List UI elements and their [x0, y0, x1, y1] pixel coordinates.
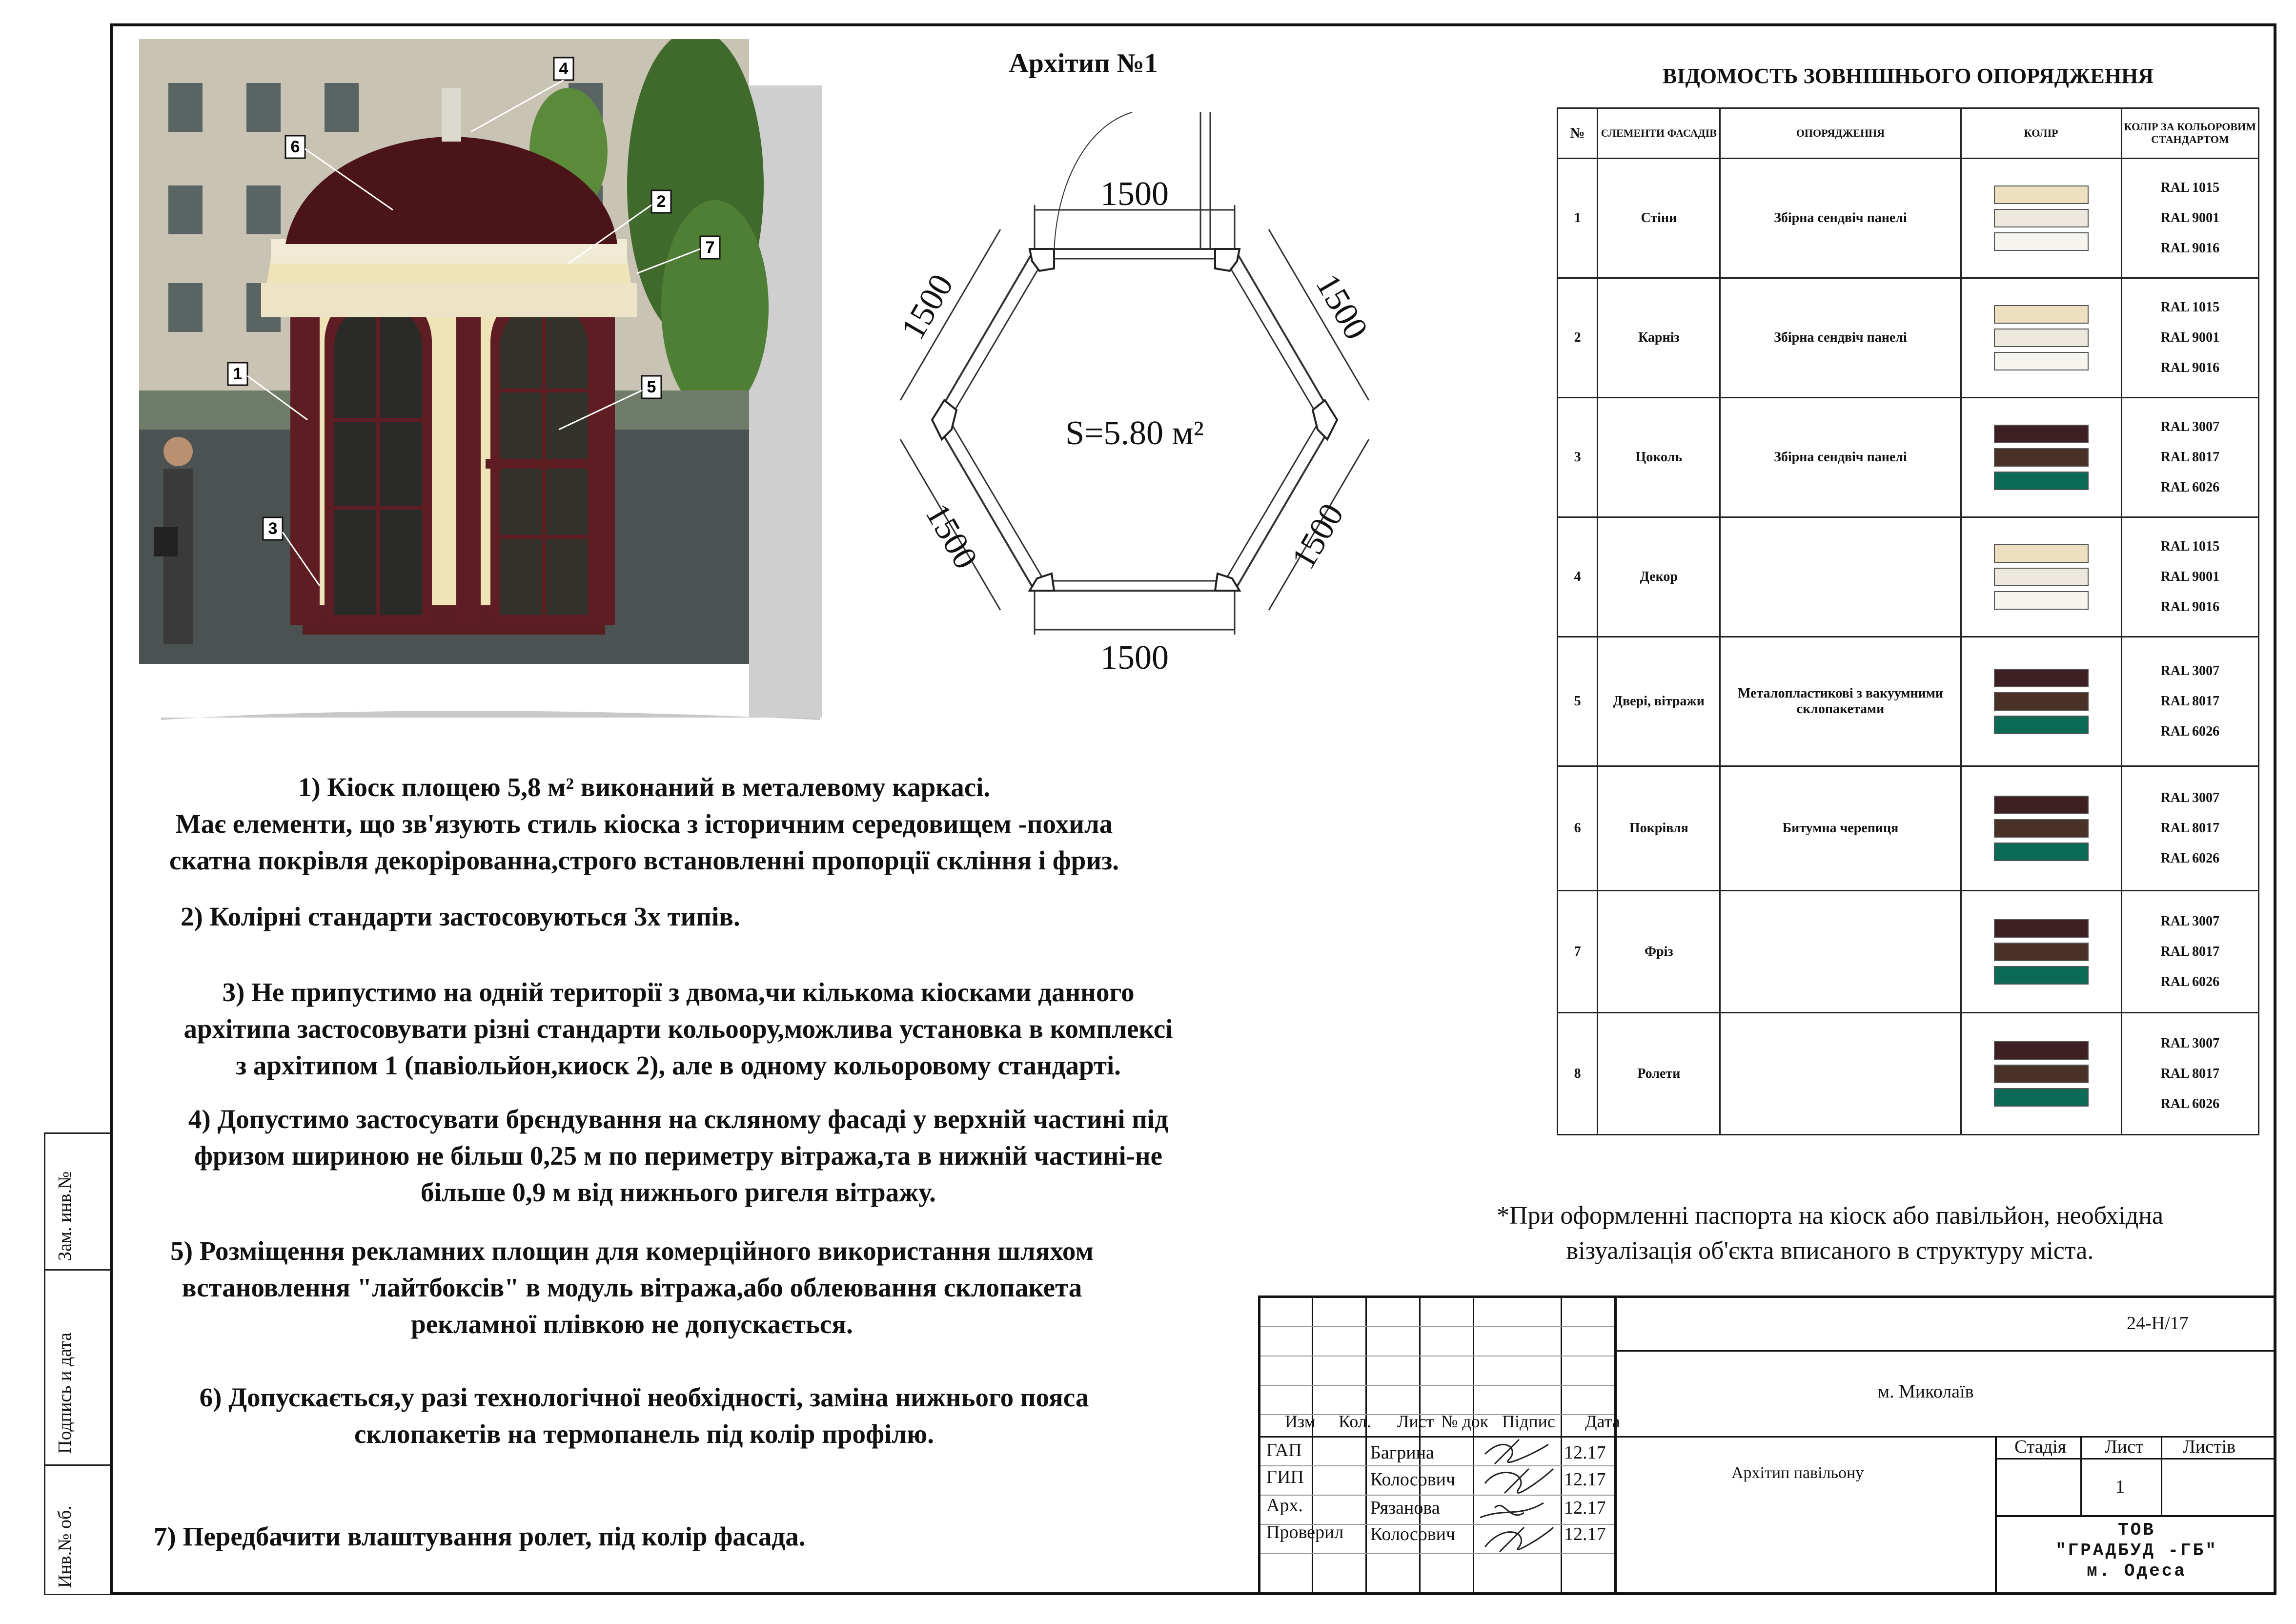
ral-code: RAL 9001 [2160, 569, 2220, 584]
col-sheet: Лист [1397, 1412, 1434, 1431]
col-change: Изм [1285, 1412, 1316, 1431]
dim-top-left: 1500 [894, 267, 961, 346]
row-colors [1961, 517, 2121, 637]
color-swatch [1994, 819, 2089, 838]
sidebar-cell-sign [45, 1271, 110, 1466]
note-1-line-2: Має елементи, що зв'язують стиль кіоска з історичним середовищем -похила [175, 809, 1113, 839]
ral-code: RAL 3007 [2160, 913, 2220, 929]
color-swatch [1994, 209, 2089, 227]
footnote-line-1: *При оформленні паспорта на кіоск або павільйон, необхідна [1496, 1202, 2164, 1230]
ral-code: RAL 9016 [2160, 241, 2220, 256]
row-finish: Збірна сендвіч панелі [1720, 278, 1961, 398]
ral-code: RAL 1015 [2160, 180, 2220, 195]
color-swatch [1994, 305, 2089, 324]
note-1-line-3: скатна покрівля декорірованна,строго встановленні пропорції скління і фриз. [169, 845, 1119, 875]
note-4-line-1: 4) Допустимо застосувати брєндування на скляному фасаді у верхній частині під [188, 1104, 1169, 1134]
name-4: Колосович [1370, 1524, 1456, 1544]
ral-code: RAL 3007 [2160, 1035, 2220, 1051]
ral-code: RAL 3007 [2160, 663, 2220, 678]
color-swatch [1994, 472, 2089, 490]
color-swatch [1994, 669, 2089, 687]
ral-code: RAL 8017 [2160, 694, 2220, 709]
sheet-number: 1 [2115, 1477, 2125, 1497]
company-line-1: ТОВ [2118, 1520, 2155, 1540]
note-2: 2) Колірні стандарти застосовуються 3х типів. [181, 902, 740, 931]
row-number: 3 [1558, 398, 1598, 517]
sidebar-label-inv: Инв.№ об. [55, 1505, 75, 1588]
row-finish [1720, 1013, 1961, 1135]
color-swatch [1994, 716, 2089, 734]
row-colors [1961, 159, 2121, 278]
signatures [1475, 1435, 1563, 1562]
row-ral [2121, 517, 2258, 637]
name-2: Колосович [1370, 1469, 1456, 1490]
note-6-line-1: 6) Допускається,у разі технологічної необхідності, заміна нижнього пояса [199, 1382, 1089, 1412]
row-element: Стіни [1598, 159, 1720, 278]
sidebar-cell-replace [45, 1134, 110, 1271]
ral-code: RAL 1015 [2160, 300, 2220, 315]
row-colors [1961, 278, 2121, 398]
dim-bottom: 1500 [1100, 639, 1169, 677]
finish-row [1558, 398, 2259, 517]
dim-top-right: 1500 [1308, 267, 1375, 346]
row-number: 2 [1558, 278, 1598, 398]
finish-row [1558, 766, 2259, 891]
dim-bottom-right: 1500 [1284, 497, 1351, 576]
col-qty: Кол. [1339, 1412, 1371, 1431]
ral-code: RAL 6026 [2160, 974, 2220, 989]
row-finish: Металопластикові з вакуумними склопакетами [1720, 637, 1961, 766]
company-line-3: м. Одеса [2087, 1561, 2187, 1581]
color-swatch [1994, 919, 2089, 938]
finish-row [1558, 517, 2259, 637]
ral-code: RAL 6026 [2160, 1096, 2220, 1111]
kiosk-render [139, 39, 822, 722]
sidebar-strip [44, 1132, 110, 1595]
finish-table [1557, 107, 2259, 1135]
title-block [1258, 1295, 2276, 1595]
render-label-6: 6 [290, 138, 300, 156]
color-swatch [1994, 692, 2089, 711]
th-finish: ОПОРЯДЖЕННЯ [1720, 108, 1961, 159]
note-1-line-1: 1) Кіоск площею 5,8 м² виконаний в металевому каркасі. [298, 772, 991, 802]
note-4-line-3: більше 0,9 м від нижнього ригеля вітражу. [421, 1177, 936, 1207]
color-swatch [1994, 1065, 2089, 1083]
render-label-2: 2 [656, 192, 666, 211]
sidebar-cell-inv [45, 1466, 110, 1595]
th-num: № [1558, 108, 1598, 159]
render-label-3: 3 [268, 519, 278, 538]
ral-code: RAL 6026 [2160, 724, 2220, 739]
note-3-line-3: з архітипом 1 (павіольйон,киоск 2), але в одному кольоровому стандарті. [236, 1050, 1121, 1080]
render-label-1: 1 [233, 365, 243, 383]
ral-code: RAL 8017 [2160, 944, 2220, 959]
row-number: 8 [1558, 1013, 1598, 1135]
color-swatch [1994, 796, 2089, 814]
ral-code: RAL 9001 [2160, 330, 2220, 345]
page-title: Архітип №1 [1009, 48, 1158, 79]
dim-bottom-left: 1500 [918, 497, 985, 576]
color-swatch [1994, 568, 2089, 586]
floor-plan [869, 103, 1396, 688]
row-ral [2121, 159, 2258, 278]
color-swatch [1994, 1041, 2089, 1060]
finish-table-title: ВІДОМОСТЬ ЗОВНІШНЬОГО ОПОРЯДЖЕННЯ [1663, 64, 2154, 88]
stage-header: Стадія [2014, 1437, 2067, 1457]
row-element: Декор [1598, 517, 1720, 637]
color-swatch [1994, 329, 2089, 347]
row-ral [2121, 891, 2258, 1013]
note-3-line-2: архітипа застосовувати різні стандарти кольоору,можлива установка в комплексі [183, 1014, 1173, 1044]
row-ral [2121, 766, 2258, 891]
ral-code: RAL 9016 [2160, 360, 2220, 375]
color-swatch [1994, 591, 2089, 610]
color-swatch [1994, 544, 2089, 563]
note-7: 7) Передбачити влаштування ролет, під колір фасада. [154, 1521, 806, 1551]
col-date: Дата [1585, 1412, 1620, 1431]
name-3: Рязанова [1370, 1498, 1440, 1518]
row-ral [2121, 1013, 2258, 1135]
ral-code: RAL 3007 [2160, 790, 2220, 805]
company-block [1997, 1520, 2276, 1582]
company-line-2: "ГРАДБУД -ГБ" [2055, 1541, 2218, 1561]
row-element: Карніз [1598, 278, 1720, 398]
row-ral [2121, 278, 2258, 398]
row-number: 5 [1558, 637, 1598, 766]
note-4-line-2: фризом шириною не більш 0,25 м по периметру вітража,та в нижній частині-не [194, 1141, 1163, 1171]
row-element: Фріз [1598, 891, 1720, 1013]
color-swatch [1994, 425, 2089, 443]
row-number: 7 [1558, 891, 1598, 1013]
render-label-7: 7 [705, 238, 715, 257]
color-swatch [1994, 843, 2089, 861]
row-finish: Збірна сендвіч панелі [1720, 398, 1961, 517]
row-finish: Битумна черепиця [1720, 766, 1961, 891]
ral-code: RAL 1015 [2160, 539, 2220, 554]
ral-code: RAL 6026 [2160, 480, 2220, 495]
note-3-line-1: 3) Не припустимо на одній території з двома,чи кількома кіосками данного [222, 977, 1135, 1007]
name-1: Багрина [1370, 1442, 1434, 1463]
color-swatch [1994, 966, 2089, 985]
finish-row [1558, 159, 2259, 278]
th-element: ЄЛЕМЕНТИ ФАСАДІВ [1598, 108, 1720, 159]
col-signature: Підпис [1502, 1412, 1555, 1431]
date-4: 12.17 [1564, 1524, 1606, 1544]
project-code: 24-Н/17 [2127, 1313, 2189, 1334]
row-element: Покрівля [1598, 766, 1720, 891]
note-5-line-1: 5) Розміщення рекламних площин для комерційного використання шляхом [170, 1236, 1094, 1266]
finish-row [1558, 1013, 2259, 1135]
plan-area: S=5.80 м² [1065, 414, 1204, 452]
footnote-line-2: візуалізація об'єкта вписаного в структуру міста. [1566, 1237, 2094, 1265]
row-colors [1961, 766, 2121, 891]
color-swatch [1994, 185, 2089, 204]
role-4: Проверил [1266, 1522, 1344, 1542]
finish-row [1558, 637, 2259, 766]
ral-code: RAL 6026 [2160, 851, 2220, 866]
kiosk-render-image [139, 39, 822, 722]
note-6-line-2: склопакетів на термопанель під колір профілю. [354, 1419, 934, 1449]
finish-row [1558, 278, 2259, 398]
th-ral: КОЛІР ЗА КОЛЬОРОВИМ СТАНДАРТОМ [2121, 108, 2258, 159]
ral-code: RAL 8017 [2160, 450, 2220, 465]
row-colors [1961, 1013, 2121, 1135]
sidebar-label-replace: Зам. инв.№ [55, 1171, 75, 1261]
row-element: Ролети [1598, 1013, 1720, 1135]
ral-code: RAL 9016 [2160, 599, 2220, 615]
dim-top: 1500 [1100, 175, 1169, 213]
color-swatch [1994, 232, 2089, 251]
row-element: Цоколь [1598, 398, 1720, 517]
ral-code: RAL 3007 [2160, 419, 2220, 434]
row-colors [1961, 891, 2121, 1013]
row-ral [2121, 398, 2258, 517]
row-element: Двері, вітражи [1598, 637, 1720, 766]
row-ral [2121, 637, 2258, 766]
note-5-line-2: встановлення "лайтбоксів" в модуль вітража,або облеювання склопакета [182, 1273, 1082, 1302]
row-colors [1961, 398, 2121, 517]
ral-code: RAL 8017 [2160, 1066, 2220, 1081]
color-swatch [1994, 352, 2089, 370]
note-5-line-3: рекламної плівкою не допускається. [411, 1309, 853, 1339]
col-doc: № док [1441, 1412, 1489, 1431]
row-finish [1720, 517, 1961, 637]
doc-title: Архітип павільону [1731, 1464, 1864, 1482]
color-swatch [1994, 448, 2089, 467]
footnote [1415, 1198, 2245, 1269]
row-colors [1961, 637, 2121, 766]
render-label-5: 5 [647, 378, 656, 396]
row-number: 1 [1558, 159, 1598, 278]
date-2: 12.17 [1564, 1469, 1606, 1490]
sheet-header: Лист [2105, 1437, 2144, 1457]
date-1: 12.17 [1564, 1442, 1606, 1463]
floor-plan-drawing [869, 103, 1396, 688]
ral-code: RAL 8017 [2160, 821, 2220, 836]
finish-row [1558, 891, 2259, 1013]
ral-code: RAL 9001 [2160, 210, 2220, 226]
date-3: 12.17 [1564, 1498, 1606, 1518]
th-color: КОЛІР [1961, 108, 2121, 159]
city-label: м. Миколаїв [1878, 1381, 1974, 1402]
role-3: Арх. [1266, 1495, 1303, 1516]
role-2: ГИП [1266, 1467, 1304, 1487]
row-number: 4 [1558, 517, 1598, 637]
role-1: ГАП [1266, 1440, 1302, 1460]
color-swatch [1994, 943, 2089, 961]
render-label-4: 4 [559, 60, 569, 78]
color-swatch [1994, 1088, 2089, 1107]
row-finish: Збірна сендвіч панелі [1720, 159, 1961, 278]
sheets-header: Листів [2183, 1437, 2236, 1457]
row-number: 6 [1558, 766, 1598, 891]
row-finish [1720, 891, 1961, 1013]
sidebar-label-sign: Подпись и дата [55, 1332, 75, 1454]
